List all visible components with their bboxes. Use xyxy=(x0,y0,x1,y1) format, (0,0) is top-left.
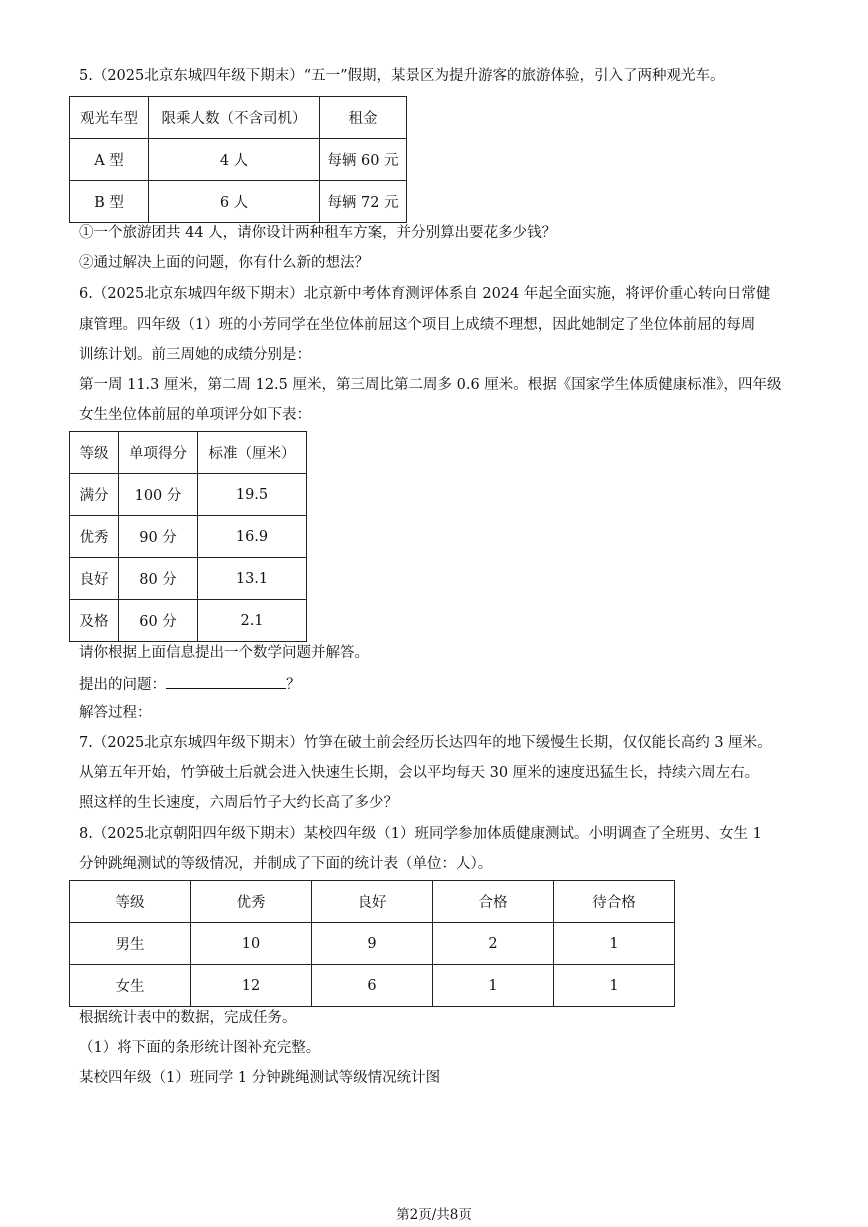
q5-header-capacity: 限乘人数（不含司机） xyxy=(149,97,320,139)
q5-cell: A 型 xyxy=(70,139,149,181)
q6-header: 标准（厘米） xyxy=(198,432,307,474)
q6-question-label: 提出的问题： xyxy=(79,677,166,693)
q6-question-line xyxy=(79,674,301,694)
q6-line4: 第一周 11.3 厘米，第二周 12.5 厘米，第三周比第二周多 0.6 厘米。根据《国家学生体质健康标准》，四年级 xyxy=(79,377,782,393)
q8-cell: 1 xyxy=(433,965,554,1007)
q6-line3: 训练计划。前三周她的成绩分别是： xyxy=(79,347,311,363)
q6-cell: 13.1 xyxy=(198,558,307,600)
q5-header-type: 观光车型 xyxy=(70,97,149,139)
q6-ask: 请你根据上面信息提出一个数学问题并解答。 xyxy=(79,645,369,661)
q6-header: 等级 xyxy=(70,432,119,474)
q8-after: 根据统计表中的数据，完成任务。 xyxy=(79,1010,297,1026)
q5-cell: 6 人 xyxy=(149,181,320,223)
q7-line3: 照这样的生长速度，六周后竹子大约长高了多少？ xyxy=(79,795,398,811)
q6-header: 单项得分 xyxy=(119,432,198,474)
q6-question-end: ？ xyxy=(286,677,301,693)
q6-answer-label: 解答过程： xyxy=(79,705,152,721)
q6-cell: 90 分 xyxy=(119,516,198,558)
q6-cell: 良好 xyxy=(70,558,119,600)
q5-cell: B 型 xyxy=(70,181,149,223)
q6-cell: 60 分 xyxy=(119,600,198,642)
q8-cell: 1 xyxy=(554,923,675,965)
q5-sub1: ①一个旅游团共 44 人，请你设计两种租车方案，并分别算出要花多少钱？ xyxy=(79,225,557,241)
q6-cell: 16.9 xyxy=(198,516,307,558)
q6-cell: 100 分 xyxy=(119,474,198,516)
page-footer: 第2页/共8页 xyxy=(396,1207,472,1223)
q8-cell: 1 xyxy=(554,965,675,1007)
q8-cell: 6 xyxy=(312,965,433,1007)
q8-header: 合格 xyxy=(433,881,554,923)
q6-line1: 6.（2025北京东城四年级下期末）北京新中考体育测评体系自 2024 年起全面实施，将评价重心转向日常健 xyxy=(79,286,771,302)
q6-answer-blank[interactable] xyxy=(166,674,286,689)
q7-line2: 从第五年开始，竹笋破土后就会进入快速生长期，会以平均每天 30 厘米的速度迅猛生长，持续六周左右。 xyxy=(79,765,760,781)
q8-task1: （1）将下面的条形统计图补充完整。 xyxy=(79,1040,321,1056)
q6-cell: 及格 xyxy=(70,600,119,642)
q8-cell: 女生 xyxy=(70,965,191,1007)
q8-cell: 12 xyxy=(191,965,312,1007)
q6-line5: 女生坐位体前屈的单项评分如下表： xyxy=(79,407,311,423)
q8-cell: 2 xyxy=(433,923,554,965)
q8-cell: 男生 xyxy=(70,923,191,965)
q5-stem: 5.（2025北京东城四年级下期末）“五一”假期，某景区为提升游客的旅游体验，引入了两种观光车。 xyxy=(79,68,725,84)
q8-line2: 分钟跳绳测试的等级情况，并制成了下面的统计表（单位：人）。 xyxy=(79,856,493,872)
q8-header: 优秀 xyxy=(191,881,312,923)
q8-table xyxy=(69,880,675,1007)
q5-sub2: ②通过解决上面的问题，你有什么新的想法？ xyxy=(79,255,369,271)
q6-cell: 2.1 xyxy=(198,600,307,642)
q5-header-rent: 租金 xyxy=(320,97,407,139)
q5-table xyxy=(69,96,407,223)
q5-cell: 每辆 72 元 xyxy=(320,181,407,223)
q6-line2: 康管理。四年级（1）班的小芳同学在坐位体前屈这个项目上成绩不理想，因此她制定了坐位体前屈的每周 xyxy=(79,317,756,333)
q8-header: 等级 xyxy=(70,881,191,923)
q8-header: 待合格 xyxy=(554,881,675,923)
q6-table xyxy=(69,431,307,642)
q6-cell: 满分 xyxy=(70,474,119,516)
q8-line1: 8.（2025北京朝阳四年级下期末）某校四年级（1）班同学参加体质健康测试。小明调查了全班男、女生 1 xyxy=(79,826,762,842)
q6-cell: 优秀 xyxy=(70,516,119,558)
q8-header: 良好 xyxy=(312,881,433,923)
q6-cell: 80 分 xyxy=(119,558,198,600)
q5-cell: 每辆 60 元 xyxy=(320,139,407,181)
q8-chart-title: 某校四年级（1）班同学 1 分钟跳绳测试等级情况统计图 xyxy=(79,1070,441,1086)
q5-cell: 4 人 xyxy=(149,139,320,181)
q8-cell: 9 xyxy=(312,923,433,965)
q6-cell: 19.5 xyxy=(198,474,307,516)
q8-cell: 10 xyxy=(191,923,312,965)
q7-line1: 7.（2025北京东城四年级下期末）竹笋在破土前会经历长达四年的地下缓慢生长期，仅仅能长高约 3 厘米。 xyxy=(79,735,772,751)
